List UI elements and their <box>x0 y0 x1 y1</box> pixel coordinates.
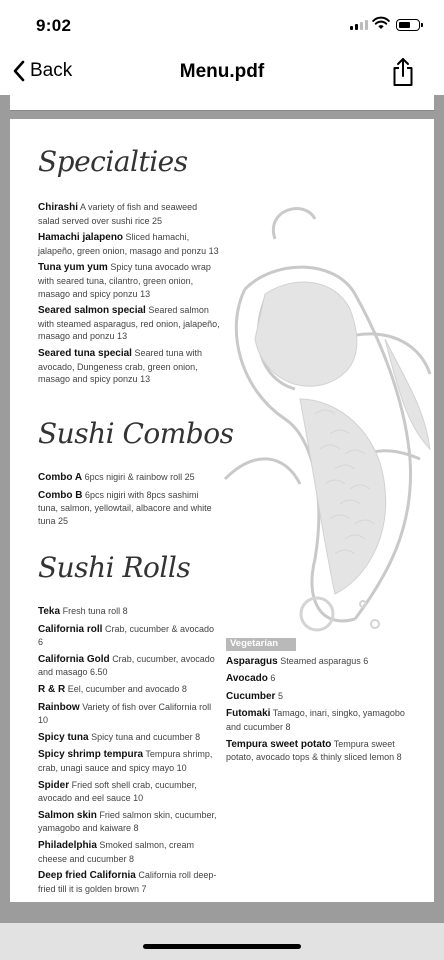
combos-list <box>38 471 220 531</box>
list-item: Seared tuna special Seared tuna with avocado, Dungeness crab, green onion, masago and spicy ponzu 13 <box>38 347 202 385</box>
home-indicator[interactable] <box>143 944 301 949</box>
list-item: California roll Crab, cucumber & avocado 6 <box>38 623 215 648</box>
list-item: California Gold Crab, cucumber, avocado and masago 6.50 <box>38 653 215 678</box>
list-item: Tempura sweet potato Tempura sweet potato, avocado tops & thinly sliced lemon 8 <box>226 738 402 763</box>
list-item: Avocado 6 <box>226 673 276 685</box>
sushi-combos-heading: Sushi Combos <box>38 417 234 450</box>
list-item: Combo B 6pcs nigiri with 8pcs sashimi tuna, salmon, yellowtail, albacore and white tuna 25 <box>38 489 212 526</box>
list-item: Asparagus Steamed asparagus 6 <box>226 655 369 667</box>
list-item: Spider Fried soft shell crab, cucumber, avocado and eel sauce 10 <box>38 779 197 804</box>
pdf-page[interactable] <box>10 119 434 902</box>
list-item: Philadelphia Smoked salmon, cream cheese and cucumber 8 <box>38 839 194 864</box>
status-bar <box>0 0 444 50</box>
list-item: Futomaki Tamago, inari, singko, yamagobo and cucumber 8 <box>226 708 405 732</box>
list-item: Combo A 6pcs nigiri & rainbow roll 25 <box>38 472 195 483</box>
sushi-rolls-heading: Sushi Rolls <box>38 551 191 584</box>
share-icon[interactable] <box>390 56 416 88</box>
list-item: Spicy shrimp tempura Tempura shrimp, crab, unagi sauce and spicy mayo 10 <box>38 749 213 773</box>
specialties-heading: Specialties <box>38 145 188 178</box>
koi-fish-illustration <box>205 199 434 639</box>
list-item: Rainbow Variety of fish over California roll 10 <box>38 701 212 726</box>
vegetarian-heading: Vegetarian <box>226 638 296 651</box>
previous-page-edge <box>10 95 434 111</box>
list-item: Hamachi jalapeno Sliced hamachi, jalapeño, green onion, masago and ponzu 13 <box>38 232 219 256</box>
list-item: Cucumber 5 <box>226 690 283 702</box>
status-time: 9:02 <box>36 16 72 35</box>
bottom-bar <box>0 923 444 960</box>
battery-icon <box>396 19 420 31</box>
list-item: Seared salmon special Seared salmon with steamed asparagus, red onion, jalapeño, masago and ponzu 13 <box>38 305 220 342</box>
pdf-viewer[interactable] <box>0 95 444 960</box>
list-item: Salmon skin Fried salmon skin, cucumber, yamagobo and kaiware 8 <box>38 809 217 834</box>
list-item: Chirashi A variety of fish and seaweed salad served over sushi rice 25 <box>38 202 198 226</box>
list-item: Tuna yum yum Spicy tuna avocado wrap with seared tuna, cilantro, green onion, masago and spicy ponzu 13 <box>38 262 211 299</box>
list-item: R & R Eel, cucumber and avocado 8 <box>38 683 187 695</box>
page-title: Menu.pdf <box>179 61 265 82</box>
list-item: Spicy tuna Spicy tuna and cucumber 8 <box>38 731 201 743</box>
rolls-list <box>38 605 220 899</box>
signal-icon <box>350 20 368 30</box>
list-item: Teka Fresh tuna roll 8 <box>38 606 128 617</box>
back-label: Back <box>30 60 73 81</box>
list-item: Deep fried California California roll deep-fried till it is golden brown 7 <box>38 870 217 894</box>
specialties-list <box>38 201 220 390</box>
nav-bar <box>0 50 444 95</box>
vegetarian-list <box>226 637 406 768</box>
wifi-icon <box>372 16 390 30</box>
